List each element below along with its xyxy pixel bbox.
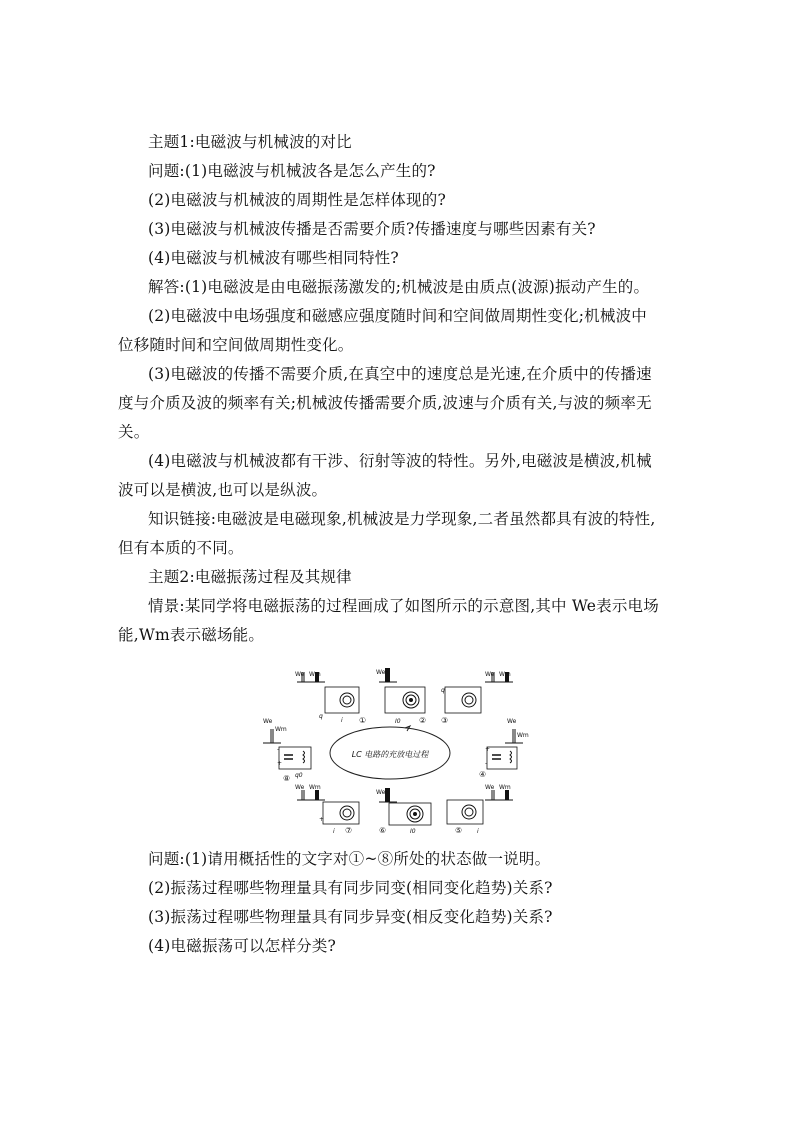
svg-text:+: + bbox=[277, 760, 283, 767]
svg-text:I0: I0 bbox=[395, 718, 401, 725]
svg-text:i: i bbox=[477, 828, 479, 835]
svg-text:Wm: Wm bbox=[309, 671, 321, 678]
wm-bar bbox=[315, 790, 319, 800]
scenario-cont: 能,Wm表示磁场能。 bbox=[118, 626, 265, 644]
question-2: (2)电磁波与机械波的周期性是怎样体现的? bbox=[148, 191, 446, 209]
svg-text:q: q bbox=[319, 713, 323, 720]
svg-text:Wm: Wm bbox=[517, 732, 529, 739]
wm-bar bbox=[385, 788, 390, 802]
answer-4: (4)电磁波与机械波都有干涉、衍射等波的特性。另外,电磁波是横波,机械 bbox=[148, 452, 652, 470]
state-1 bbox=[295, 671, 366, 725]
knowledge-link-cont: 但有本质的不同。 bbox=[118, 539, 244, 557]
state-label: ⑧ bbox=[283, 774, 291, 783]
state-label: ④ bbox=[479, 770, 487, 779]
answer-3-end: 关。 bbox=[118, 423, 150, 441]
lc-oscillation-figure bbox=[255, 665, 529, 837]
svg-text:i: i bbox=[341, 717, 343, 724]
svg-text:We: We bbox=[295, 784, 305, 791]
svg-text:I0: I0 bbox=[410, 828, 416, 835]
question-3: (3)电磁波与机械波传播是否需要介质?传播速度与哪些因素有关? bbox=[148, 220, 596, 238]
question-1: 问题:(1)电磁波与机械波各是怎么产生的? bbox=[148, 162, 436, 180]
state-label: ⑥ bbox=[379, 826, 387, 835]
svg-text:We: We bbox=[263, 718, 273, 725]
answer-4-cont: 波可以是横波,也可以是纵波。 bbox=[118, 481, 328, 499]
svg-text:i: i bbox=[333, 828, 335, 835]
topic2-heading: 主题2:电磁振荡过程及其规律 bbox=[148, 568, 352, 586]
answer-1: 解答:(1)电磁波是由电磁振荡激发的;机械波是由质点(波源)振动产生的。 bbox=[148, 278, 650, 296]
svg-text:Wm: Wm bbox=[499, 671, 511, 678]
state-5 bbox=[447, 784, 513, 835]
scenario: 情景:某同学将电磁振荡的过程画成了如图所示的示意图,其中 We表示电场 bbox=[148, 597, 659, 615]
we-bar bbox=[270, 729, 274, 743]
question2-4: (4)电磁振荡可以怎样分类? bbox=[148, 937, 337, 955]
state-label: ③ bbox=[441, 716, 449, 725]
state-2 bbox=[376, 668, 426, 725]
question2-2: (2)振荡过程哪些物理量具有同步同变(相同变化趋势)关系? bbox=[148, 879, 553, 897]
svg-text:Wm: Wm bbox=[275, 726, 287, 733]
topic1-heading: 主题1:电磁波与机械波的对比 bbox=[148, 133, 352, 151]
center-label: LC 电路的充放电过程 bbox=[351, 750, 429, 759]
wm-bar bbox=[505, 790, 509, 800]
state-4 bbox=[479, 718, 529, 779]
state-7 bbox=[295, 784, 359, 835]
svg-text:Wm: Wm bbox=[499, 784, 511, 791]
question2-3: (3)振荡过程哪些物理量具有同步异变(相反变化趋势)关系? bbox=[148, 908, 553, 926]
svg-text:We: We bbox=[485, 671, 495, 678]
svg-text:+: + bbox=[319, 816, 325, 823]
state-8 bbox=[263, 718, 311, 783]
answer-2: (2)电磁波中电场强度和磁感应强度随时间和空间做周期性变化;机械波中 bbox=[148, 307, 647, 325]
state-label: ⑦ bbox=[345, 826, 353, 835]
question-4: (4)电磁波与机械波有哪些相同特性? bbox=[148, 249, 399, 267]
we-bar bbox=[301, 790, 305, 800]
we-bar bbox=[491, 790, 495, 800]
svg-text:Wm: Wm bbox=[309, 784, 321, 791]
answer-3: (3)电磁波的传播不需要介质,在真空中的速度总是光速,在介质中的传播速 bbox=[148, 365, 652, 383]
answer-3-cont: 度与介质及波的频率有关;机械波传播需要介质,波速与介质有关,与波的频率无 bbox=[118, 394, 652, 412]
state-label: ① bbox=[359, 716, 367, 725]
svg-text:We: We bbox=[376, 669, 386, 676]
svg-text:We: We bbox=[376, 789, 386, 796]
state-3 bbox=[441, 671, 513, 725]
svg-text:We: We bbox=[507, 718, 517, 725]
svg-text:We: We bbox=[485, 784, 495, 791]
svg-text:q0: q0 bbox=[295, 772, 303, 779]
question2-1: 问题:(1)请用概括性的文字对①~⑧所处的状态做一说明。 bbox=[148, 850, 551, 868]
we-bar bbox=[512, 729, 516, 743]
wm-bar bbox=[385, 668, 390, 682]
svg-text:-: - bbox=[485, 760, 488, 767]
knowledge-link: 知识链接:电磁波是电磁现象,机械波是力学现象,二者虽然都具有波的特性, bbox=[148, 510, 656, 528]
state-label: ② bbox=[419, 716, 427, 725]
svg-text:+: + bbox=[485, 746, 491, 753]
state-label: ⑤ bbox=[455, 826, 463, 835]
answer-2-cont: 位移随时间和空间做周期性变化。 bbox=[118, 336, 354, 354]
svg-text:-: - bbox=[277, 746, 280, 753]
state-6 bbox=[376, 788, 431, 835]
svg-text:q: q bbox=[441, 687, 445, 694]
svg-text:We: We bbox=[295, 671, 305, 678]
